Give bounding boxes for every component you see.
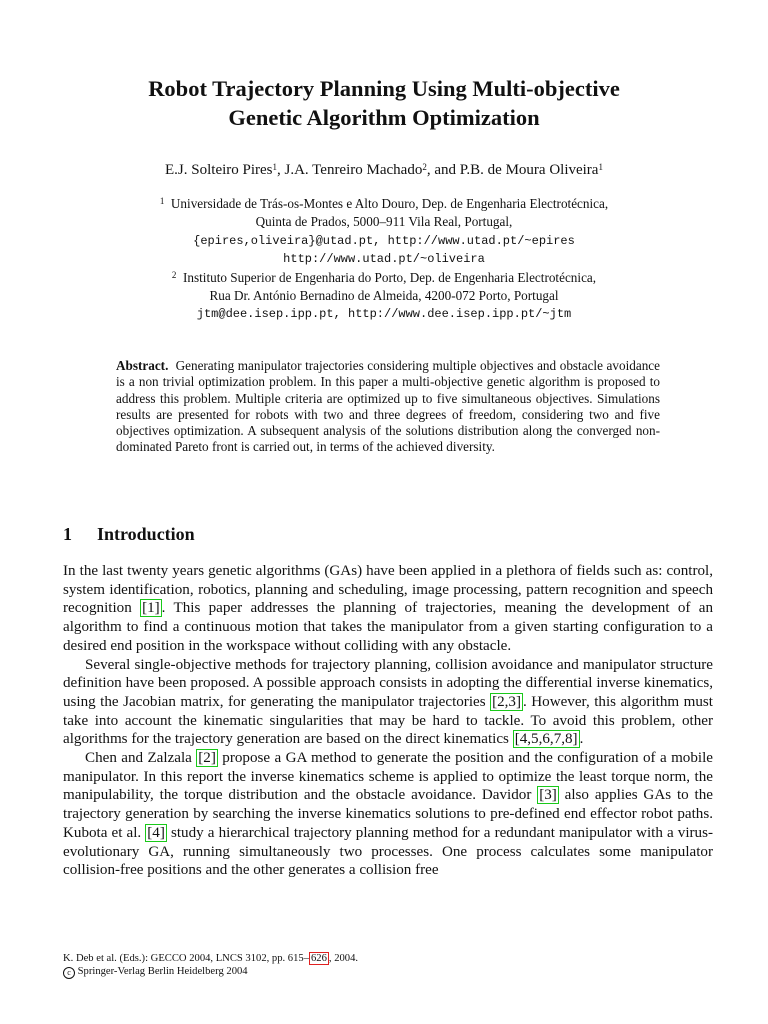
affil-marker-2: 2 [171,269,177,280]
section-heading [63,523,195,545]
citation-link[interactable]: [2,3] [492,693,521,710]
author-2-affil-marker: 2 [422,162,427,172]
author-2: , J.A. Tenreiro Machado [277,162,423,178]
copyright-icon: c [63,967,75,979]
affil-line-5: $^2$ Instituto Superior de Engenharia do Porto, Dep. de Engenharia Electrotécnica, [171,269,597,285]
author-1-affil-marker: 1 [272,162,278,172]
affil-line-3-emails[interactable]: {epires,oliveira}@utad.pt, http://www.utad.pt/~epires [193,233,575,248]
citation-link[interactable]: [2] [198,750,216,767]
footer-copyright-line: c Springer-Verlag Berlin Heidelberg 2004 [63,965,358,979]
author-3-affil-marker: 1 [598,162,603,172]
title-line-2: Genetic Algorithm Optimization [228,105,540,130]
section-title: Introduction [97,524,195,544]
paper-title [0,74,768,132]
author-3: , and P.B. de Moura Oliveira [426,162,599,178]
affiliations [0,195,768,324]
affil-line-4-url[interactable]: http://www.utad.pt/~oliveira [283,252,485,267]
affil-line-2: Quinta de Prados, 5000–911 Vila Real, Portugal, [255,214,513,230]
citation-link[interactable]: [1] [142,600,160,617]
abstract-text: Generating manipulator trajectories considering multiple objectives and obstacle avoidance is a non trivial optimization problem. In this paper a multi-objective genetic algorithm is proposed to address this problem. Multiple criteria are optimized up to five simultaneous objectives. Simulations results are presented for robots with two and three degrees of freedom, considering two and five objectives optimization. A subsequent analysis of the solutions distribution along the converged non-dominated Pareto front is carried out, in terms of the achieved diversity. [116,358,660,455]
affil-line-1: $^1$ Universidade de Trás-os-Montes e Alto Douro, Dep. de Engenharia Electrotécnica, [159,196,609,211]
affil-marker-1: 1 [159,196,165,206]
section-number: 1 [63,524,72,544]
affil-line-6: Rua Dr. António Bernadino de Almeida, 4200-072 Porto, Portugal [209,288,559,304]
abstract [116,358,660,456]
footer-citation-line: K. Deb et al. (Eds.): GECCO 2004, LNCS 3102, pp. 615– 626 , 2004. [63,953,359,964]
paragraph-1: In the last twenty years genetic algorithms (GAs) have been applied in a plethora of fields such as: control, system identification, robotics, planning and scheduling, image processing, pattern recognition and speech recognition [1] . This paper addresses the planning of trajectories, meaning the development of an algorithm to find a continuous motion that takes the manipulator from a given starting configuration to a desired end position in the workspace without colliding with any obstacle. [63,563,713,654]
citation-link[interactable]: [4,5,6,7,8] [514,731,578,748]
page-range-link[interactable]: 626 [311,953,327,964]
paragraph-2: Several single-objective methods for trajectory planning, collision avoidance and manipulator structure definition have been proposed. A possible approach consists in adopting the differential inverse kinematics, using the Jacobian matrix, for generating the manipulator trajectories [2,3] . However, this algorithm must take into account the kinematic singularities that may be hard to tackle. To avoid this problem, other algorithms for the trajectory generation are based on the direct kinematics [4,5,6,7,8] . [63,656,713,748]
page-footer [63,952,358,979]
author-1: E.J. Solteiro Pires [165,162,273,178]
citation-link[interactable]: [4] [147,824,165,841]
body-text [63,562,713,880]
abstract-label: Abstract. [116,358,169,373]
paragraph-3: Chen and Zalzala [2] propose a GA method to generate the position and the configuration of a mobile manipulator. In this report the inverse kinematics scheme is applied to optimize the least torque norm, the manipulability, the torque distribution and the obstacle avoidance. Davidor [3] also applies GAs to the trajectory generation by searching the inverse kinematics solutions to pre-defined end effector robot paths. Kubota et al. [4] study a hierarchical trajectory planning method for a redundant manipulator with a virus-evolutionary GA, running simultaneously two processes. One process calculates some manipulator collision-free positions and the other generates a collision free [63,750,713,879]
title-line-1: Robot Trajectory Planning Using Multi-objective [148,76,620,101]
author-list [0,160,768,180]
affil-line-7-email-url[interactable]: jtm@dee.isep.ipp.pt, http://www.dee.isep.ipp.pt/~jtm [196,307,572,322]
citation-link[interactable]: [3] [539,787,557,804]
